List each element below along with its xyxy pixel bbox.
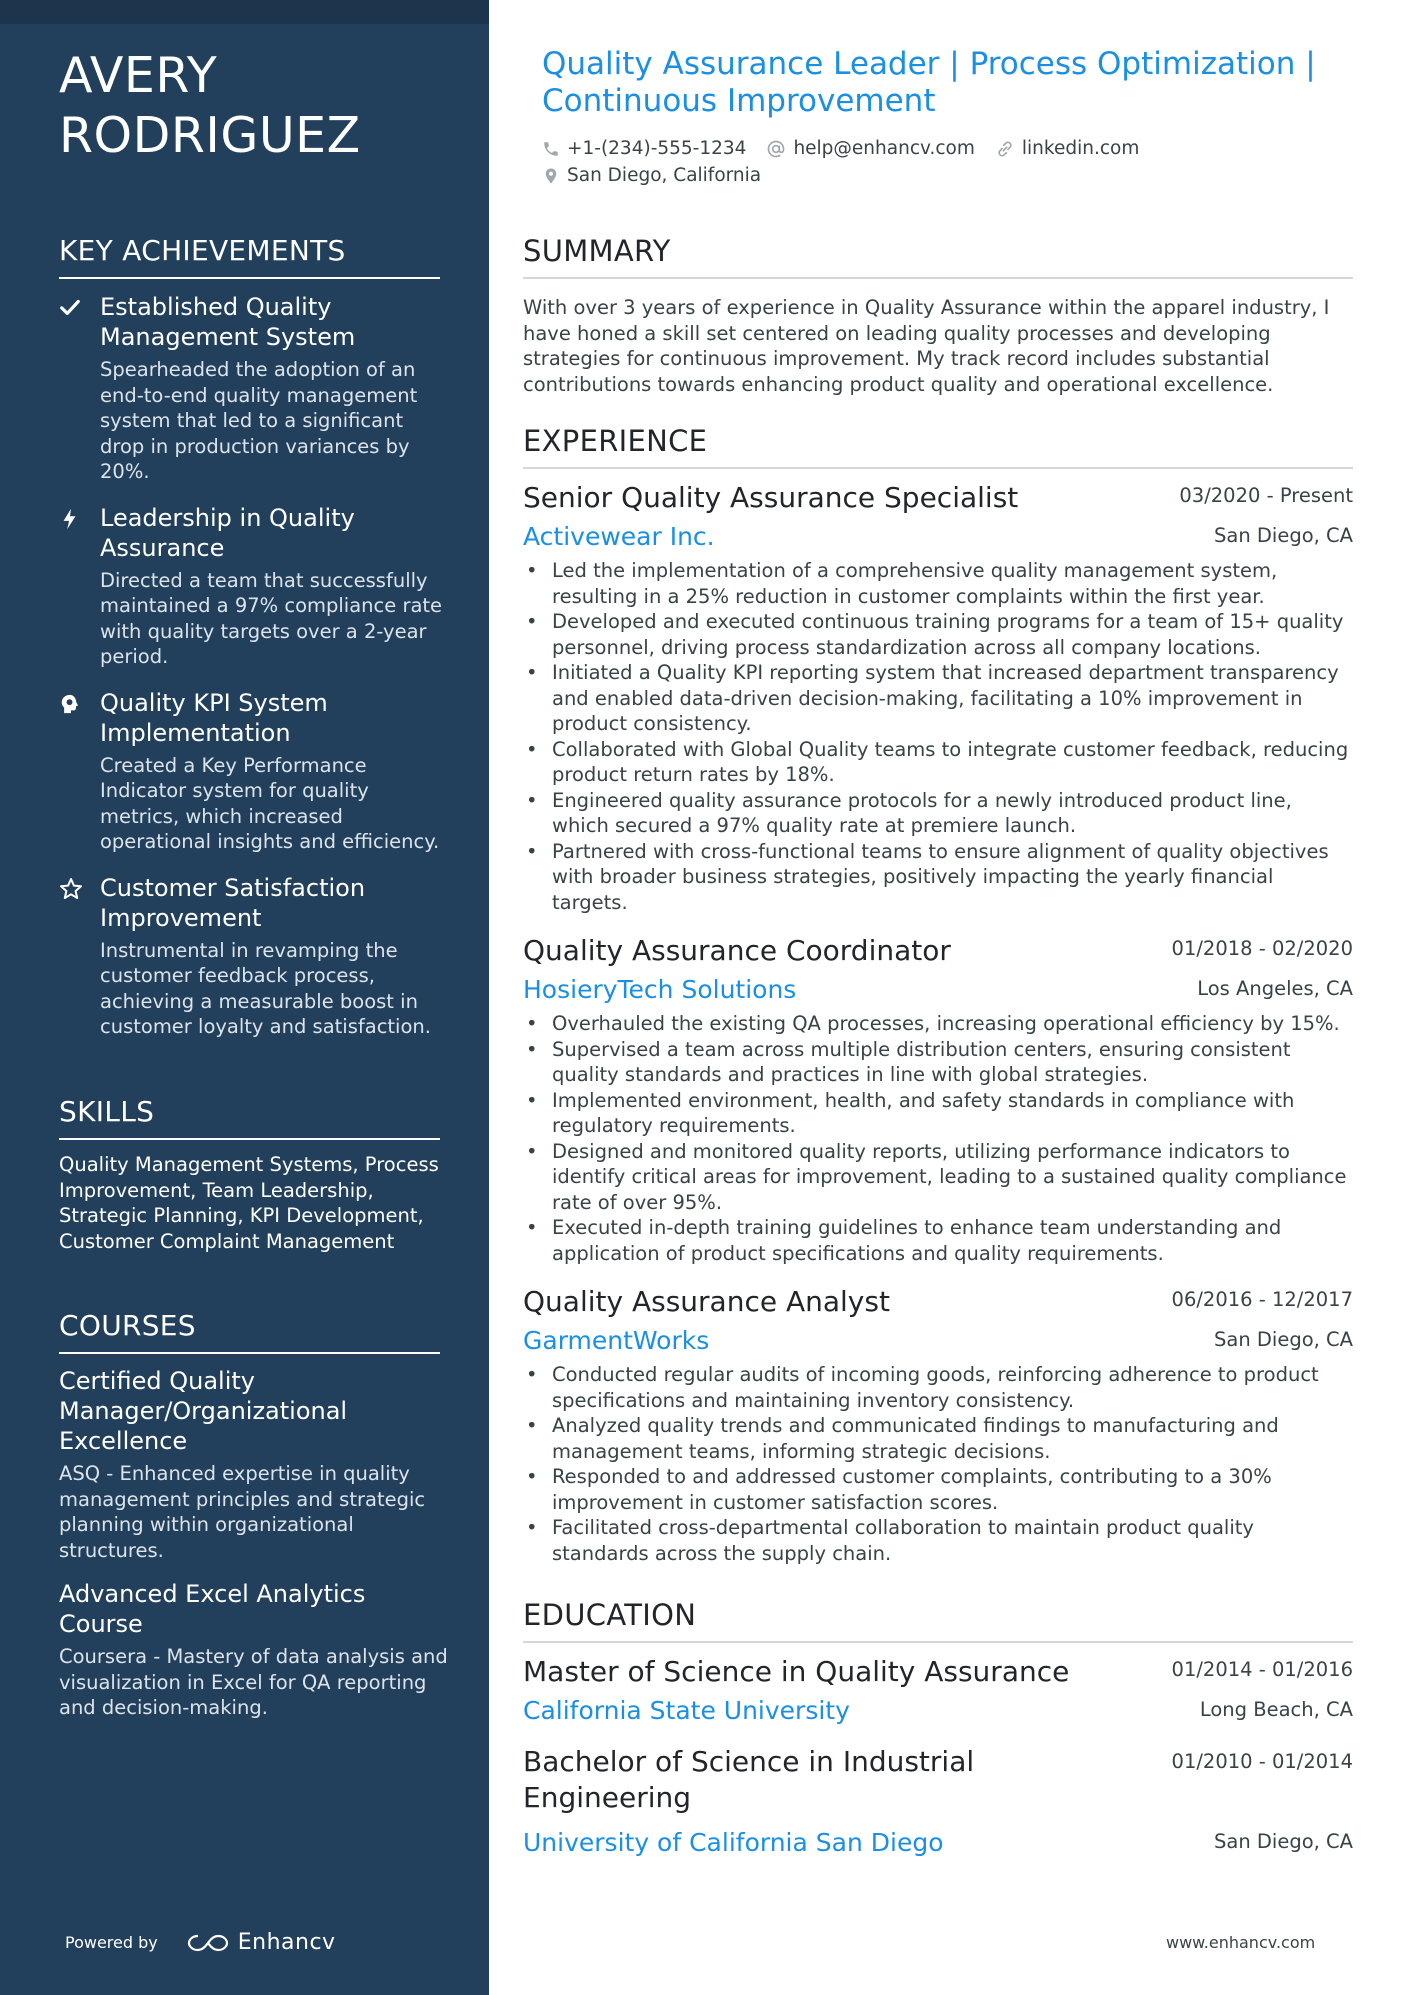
job-dates: 06/2016 - 12/2017 <box>1171 1288 1353 1311</box>
bullet-item: • Conducted regular audits of incoming goods, reinforcing adherence to product specifications and maintaining inventory consistency. <box>523 1362 1353 1413</box>
achievement-description: Created a Key Performance Indicator system for quality metrics, which increased operational insights and efficiency. <box>100 753 440 853</box>
headline-line-2: Continuous Improvement <box>542 83 936 119</box>
sidebar-top-bar <box>0 0 489 24</box>
bullet-item: • Collaborated with Global Quality teams to integrate customer feedback, reducing product return rates by 18%. <box>523 737 1353 788</box>
brain-icon <box>59 692 83 716</box>
skills-heading: SKILLS <box>59 1094 440 1140</box>
bullet-item: • Developed and executed continuous training programs for a team of 15+ quality personnel, driving process standardization across all company locations. <box>523 609 1353 660</box>
job-location: Los Angeles, CA <box>1197 977 1353 1000</box>
education-dates: 01/2010 - 01/2014 <box>1171 1750 1353 1773</box>
at-icon <box>766 139 786 159</box>
job-dates: 03/2020 - Present <box>1179 484 1353 507</box>
linkedin-url: linkedin.com <box>1021 138 1140 159</box>
headline <box>542 46 1342 120</box>
degree-title: Master of Science in Quality Assurance <box>523 1655 1070 1688</box>
bullet-item: • Responded to and addressed customer complaints, contributing to a 30% improvement in customer satisfaction scores. <box>523 1464 1353 1515</box>
job-title: Quality Assurance Coordinator <box>523 934 951 967</box>
bullet-item: • Implemented environment, health, and safety standards in compliance with regulatory requirements. <box>523 1088 1353 1139</box>
achievement-item <box>59 873 449 1040</box>
achievement-item <box>59 503 449 670</box>
bullet-item: • Executed in-depth training guidelines to enhance team understanding and application of product specifications and quality requirements. <box>523 1215 1353 1266</box>
phone-icon <box>542 140 560 158</box>
achievement-title: Quality KPI System Implementation <box>100 688 328 747</box>
achievements-heading: KEY ACHIEVEMENTS <box>59 233 440 279</box>
summary-heading: SUMMARY <box>523 233 1353 279</box>
course-description: Coursera - Mastery of data analysis and visualization in Excel for QA reporting and decision-making. <box>59 1645 448 1719</box>
summary-text: With over 3 years of experience in Quality Assurance within the apparel industry, I have honed a skill set centered on leading quality processes and developing strategies for continuous improvement. My track record includes substantial contributions towards enhancing product quality and operational excellence. <box>523 296 1330 396</box>
experience-heading: EXPERIENCE <box>523 423 1353 469</box>
sidebar <box>0 0 489 1995</box>
job-bullets <box>523 558 1353 915</box>
bullet-item: • Initiated a Quality KPI reporting system that increased department transparency and enabled data-driven decision-making, facilitating a 10% improvement in product consistency. <box>523 660 1353 737</box>
company-name: Activewear Inc. <box>523 522 715 551</box>
star-icon <box>59 877 83 901</box>
company-name: GarmentWorks <box>523 1326 710 1355</box>
bullet-item: • Engineered quality assurance protocols for a newly introduced product line, which secured a 97% quality rate at premiere launch. <box>523 788 1353 839</box>
bullet-item: • Overhauled the existing QA processes, increasing operational efficiency by 15%. <box>523 1011 1353 1037</box>
experience-item <box>523 478 1353 915</box>
achievement-title: Leadership in Quality Assurance <box>100 503 355 562</box>
job-location: San Diego, CA <box>1214 1328 1353 1351</box>
job-title: Quality Assurance Analyst <box>523 1285 890 1318</box>
skills-list: Quality Management Systems, Process Improvement, Team Leadership, Strategic Planning, KPI Development, Customer Complaint Management <box>59 1153 439 1253</box>
headline-line-1: Quality Assurance Leader | Process Optimization | <box>542 46 1316 82</box>
course-description: ASQ - Enhanced expertise in quality management principles and strategic planning within organizational structures. <box>59 1462 426 1562</box>
email-contact[interactable] <box>766 135 974 162</box>
bullet-item: • Analyzed quality trends and communicated findings to manufacturing and management teams, informing strategic decisions. <box>523 1413 1353 1464</box>
lightning-icon <box>59 507 83 531</box>
email-address: help@enhancv.com <box>793 138 975 159</box>
phone-number: +1-(234)-555-1234 <box>567 138 747 159</box>
candidate-name <box>59 46 361 166</box>
courses-heading: COURSES <box>59 1308 440 1354</box>
job-bullets <box>523 1011 1353 1266</box>
experience-item <box>523 1282 1353 1566</box>
phone-contact[interactable] <box>542 135 746 162</box>
school-location: Long Beach, CA <box>1199 1698 1353 1721</box>
achievement-description: Spearheaded the adoption of an end-to-end quality management system that led to a significant drop in production variances by 20%. <box>100 358 418 483</box>
bullet-item: • Facilitated cross-departmental collaboration to maintain product quality standards across the supply chain. <box>523 1515 1353 1566</box>
job-dates: 01/2018 - 02/2020 <box>1171 937 1353 960</box>
degree-title: Bachelor of Science in Industrial Engineering <box>523 1745 975 1814</box>
linkedin-contact[interactable] <box>995 135 1139 162</box>
school-name: California State University <box>523 1696 850 1725</box>
school-location: San Diego, CA <box>1214 1830 1353 1853</box>
bullet-item: • Partnered with cross-functional teams to ensure alignment of quality objectives with broader business strategies, positively impacting the yearly financial targets. <box>523 839 1353 916</box>
course-item <box>59 1579 449 1721</box>
achievement-item <box>59 292 449 485</box>
education-heading: EDUCATION <box>523 1597 1353 1643</box>
location-contact <box>542 162 761 189</box>
job-title: Senior Quality Assurance Specialist <box>523 481 1019 514</box>
first-name: AVERY <box>59 47 218 104</box>
brand-name: Enhancv <box>237 1930 336 1955</box>
company-name: HosieryTech Solutions <box>523 975 797 1004</box>
location-text: San Diego, California <box>567 165 762 186</box>
link-icon <box>995 139 1015 159</box>
achievements-list <box>59 292 449 1058</box>
achievement-description: Directed a team that successfully maintained a 97% compliance rate with quality targets over a 2-year period. <box>100 568 443 668</box>
powered-by-label: Powered by <box>65 1933 158 1952</box>
achievement-title: Customer Satisfaction Improvement <box>100 873 366 932</box>
education-item <box>523 1652 1353 1730</box>
contact-info <box>542 135 1342 189</box>
checkmark-icon <box>59 296 83 320</box>
education-item <box>523 1744 1353 1862</box>
location-pin-icon <box>542 166 560 186</box>
achievement-description: Instrumental in revamping the customer feedback process, achieving a measurable boost in customer loyalty and satisfaction. <box>100 938 431 1038</box>
course-title: Advanced Excel Analytics Course <box>59 1580 366 1638</box>
education-dates: 01/2014 - 01/2016 <box>1171 1658 1353 1681</box>
bullet-item: • Designed and monitored quality reports, utilizing performance indicators to identify critical areas for improvement, leading to a sustained quality compliance rate of over 95%. <box>523 1139 1353 1216</box>
achievement-item <box>59 688 449 855</box>
courses-list <box>59 1366 449 1737</box>
achievement-title: Established Quality Management System <box>100 293 356 351</box>
bullet-item: • Led the implementation of a comprehensive quality management system, resulting in a 25% reduction in customer complaints within the first year. <box>523 558 1353 609</box>
job-location: San Diego, CA <box>1214 524 1353 547</box>
course-title: Certified Quality Manager/Organizational Excellence <box>59 1367 348 1455</box>
footer-website[interactable]: www.enhancv.com <box>1166 1933 1316 1952</box>
course-item <box>59 1366 449 1563</box>
experience-item <box>523 931 1353 1266</box>
enhancv-logo-icon <box>186 1932 230 1954</box>
last-name: RODRIGUEZ <box>59 107 361 164</box>
powered-by <box>65 1930 336 1955</box>
bullet-item: • Supervised a team across multiple distribution centers, ensuring consistent quality standards and practices in line with global strategies. <box>523 1037 1353 1088</box>
enhancv-logo[interactable] <box>186 1930 336 1955</box>
job-bullets <box>523 1362 1353 1566</box>
school-name: University of California San Diego <box>523 1828 944 1857</box>
